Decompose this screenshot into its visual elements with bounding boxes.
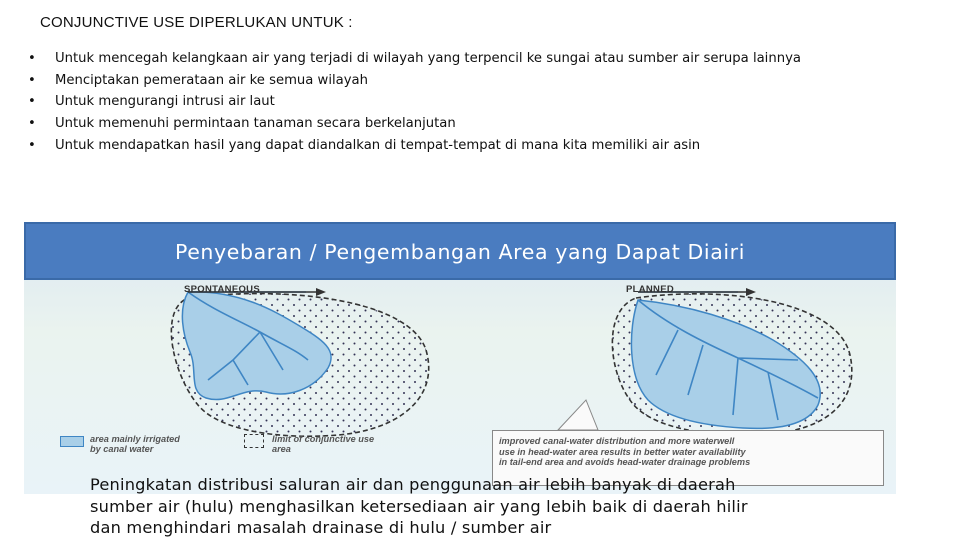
- irrigation-figure: [24, 222, 896, 494]
- callout-line: improved canal-water distribution and more waterwell: [499, 436, 735, 446]
- caption-line: dan menghindari masalah drainase di hulu / sumber air: [90, 518, 552, 537]
- list-item: • Untuk mengurangi intrusi air laut: [28, 91, 801, 113]
- planned-label: PLANNED: [626, 284, 675, 295]
- slide-heading: CONJUNCTIVE USE DIPERLUKAN UNTUK :: [40, 14, 353, 31]
- figure-caption: [90, 474, 748, 539]
- legend-limit-text: limit of conjunctive use area: [272, 434, 375, 454]
- caption-line: sumber air (hulu) menghasilkan ketersediaan air yang lebih baik di daerah hilir: [90, 496, 748, 516]
- callout-line: in tail-end area and avoids head-water drainage problems: [499, 457, 751, 467]
- list-item: • Menciptakan pemerataan air ke semua wilayah: [28, 70, 801, 92]
- legend-canal-swatch: [60, 436, 84, 447]
- caption-line: Peningkatan distribusi saluran air dan penggunaan air lebih banyak di daerah: [90, 475, 736, 494]
- legend-limit-swatch: [244, 434, 264, 448]
- irrigation-diagram: [38, 280, 882, 494]
- list-item: • Untuk mencegah kelangkaan air yang terjadi di wilayah yang terpencil ke sungai atau sumber air serupa lainnya: [28, 48, 801, 70]
- spontaneous-panel: [171, 288, 428, 436]
- reasons-list: [28, 48, 801, 157]
- figure-banner-title: Penyebaran / Pengembangan Area yang Dapat Diairi: [24, 222, 896, 280]
- callout-line: use in head-water area results in better water availability: [499, 446, 746, 457]
- legend-canal-text: area mainly irrigated by canal water: [90, 434, 180, 454]
- spontaneous-label: SPONTANEOUS: [184, 284, 260, 295]
- list-item: • Untuk mendapatkan hasil yang dapat diandalkan di tempat-tempat di mana kita memiliki air asin: [28, 135, 801, 157]
- list-item: • Untuk memenuhi permintaan tanaman secara berkelanjutan: [28, 113, 801, 135]
- callout-pointer: [558, 400, 598, 430]
- planned-panel: [558, 288, 852, 435]
